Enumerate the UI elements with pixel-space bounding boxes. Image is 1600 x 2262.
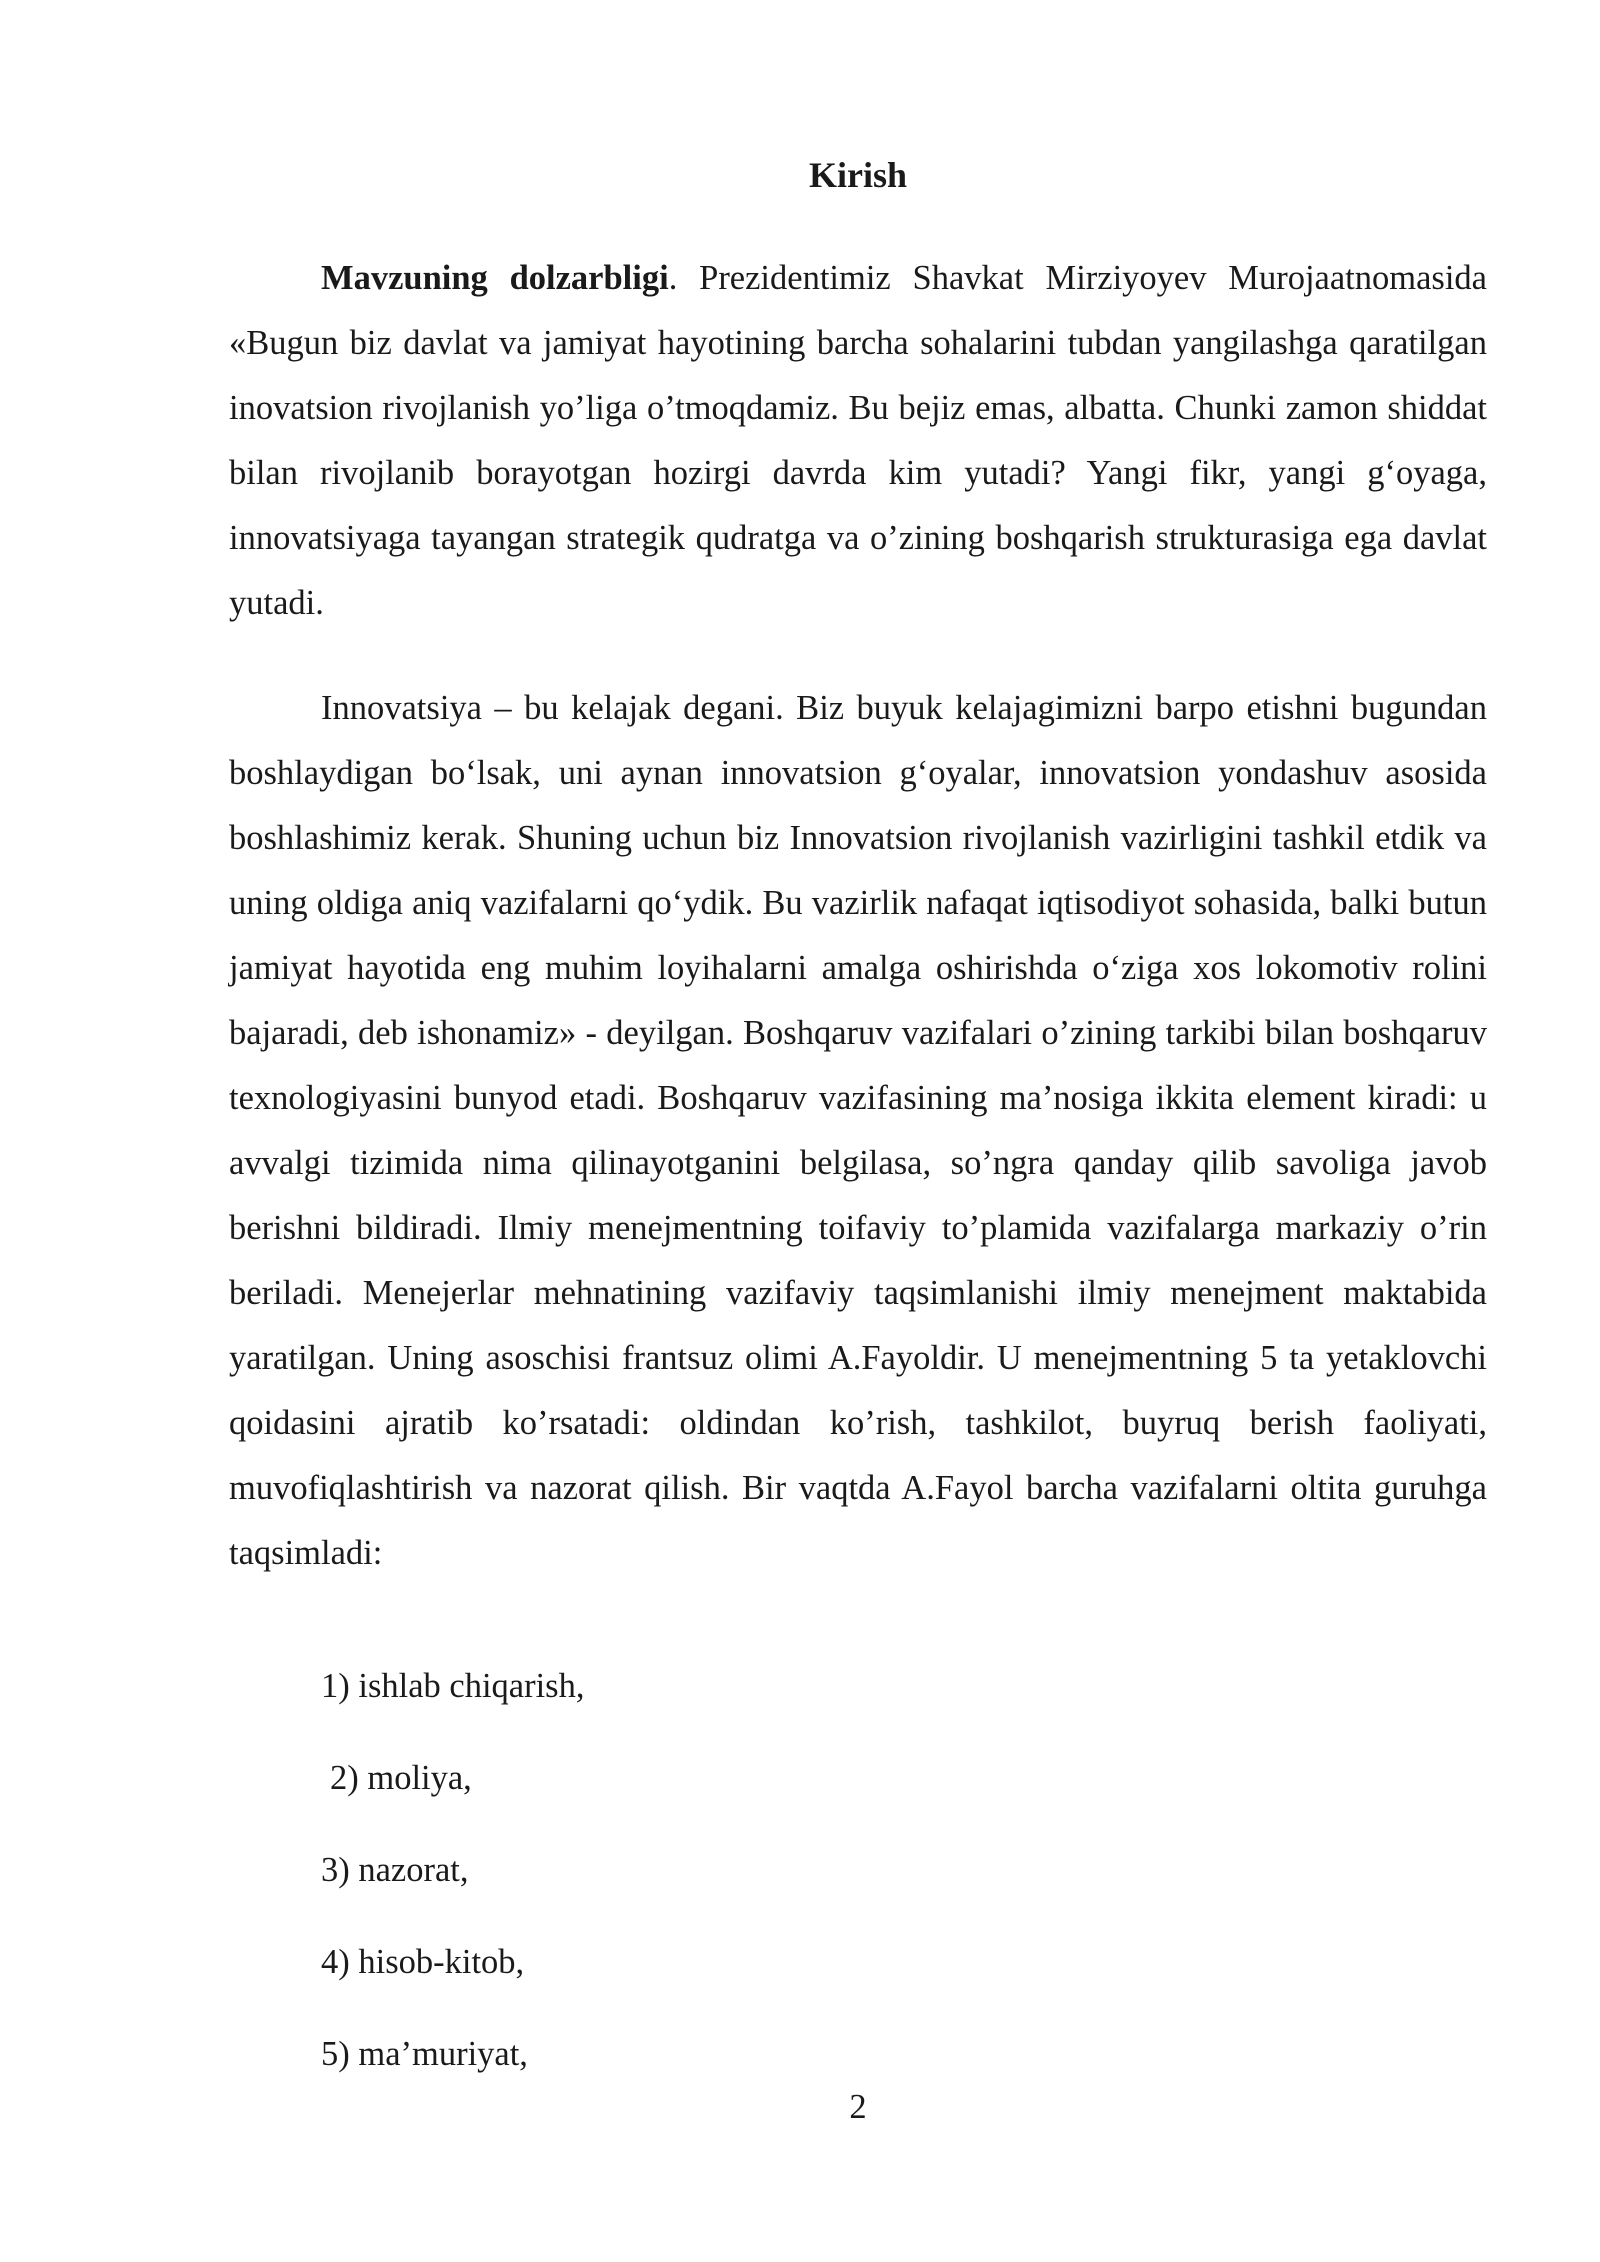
paragraph-lead-punct: .: [668, 259, 678, 297]
list-item: 2) moliya,: [330, 1759, 472, 1797]
list-item: 1) ishlab chiqarish,: [321, 1667, 585, 1705]
list-item: 4) hisob-kitob,: [321, 1943, 525, 1981]
list-item: 3) nazorat,: [321, 1851, 469, 1889]
paragraph-relevance: [229, 246, 1487, 636]
paragraph-innovation: Innovatsiya – bu kelajak degani. Biz buyuk kelajagimizni barpo etishni bugundan boshlaydigan bo‘lsak, uni aynan innovatsion g‘oyalar, innovatsion yondashuv asosida boshlashimiz kerak. Shuning uchun biz Innovatsion rivojlanish vazirligini tashkil etdik va uning oldiga aniq vazifalarni qo‘ydik. Bu vazirlik nafaqat iqtisodiyot sohasida, balki butun jamiyat hayotida eng muhim loyihalarni amalga oshirishda o‘ziga xos lokomotiv rolini bajaradi, deb ishonamiz» - deyilgan. Boshqaruv vazifalari o’zining tarkibi bilan boshqaruv texnologiyasini bunyod etadi. Boshqaruv vazifasining ma’nosiga ikkita element kiradi: u avvalgi tizimida nima qilinayotganini belgilasa, so’ngra qanday qilib savoliga javob berishni bildiradi. Ilmiy menejmentning toifaviy to’plamida vazifalarga markaziy o’rin beriladi. Menejerlar mehnatining vazifaviy taqsimlanishi ilmiy menejment maktabida yaratilgan. Uning asoschisi frantsuz olimi A.Fayoldir. U menejmentning 5 ta yetaklovchi qoidasini ajratib ko’rsatadi: oldindan ko’rish, tashkilot, buyruq berish faoliyati, muvofiqlashtirish va nazorat qilish. Bir vaqtda A.Fayol barcha vazifalarni oltita guruhga taqsimladi:: [229, 689, 1487, 1572]
section-title: Kirish: [808, 155, 907, 195]
paragraph-body: Prezidentimiz Shavkat Mirziyoyev Murojaatnomasida «Bugun biz davlat va jamiyat hayotining barcha sohalarini tubdan yangilashga qaratilgan inovatsion rivojlanish yo’liga o’tmoqdamiz. Bu bejiz emas, albatta. Chunki zamon shiddat bilan rivojlanib borayotgan hozirgi davrda kim yutadi? Yangi fikr, yangi g‘oyaga, innovatsiyaga tayangan strategik qudratga va o’zining boshqarish strukturasiga ega davlat yutadi.: [229, 259, 1487, 622]
list-item: 5) ma’muriyat,: [321, 2035, 528, 2073]
page-number: 2: [849, 2088, 867, 2126]
document-page: [229, 0, 1487, 2262]
paragraph-lead-bold: Mavzuning dolzarbligi: [321, 259, 669, 297]
